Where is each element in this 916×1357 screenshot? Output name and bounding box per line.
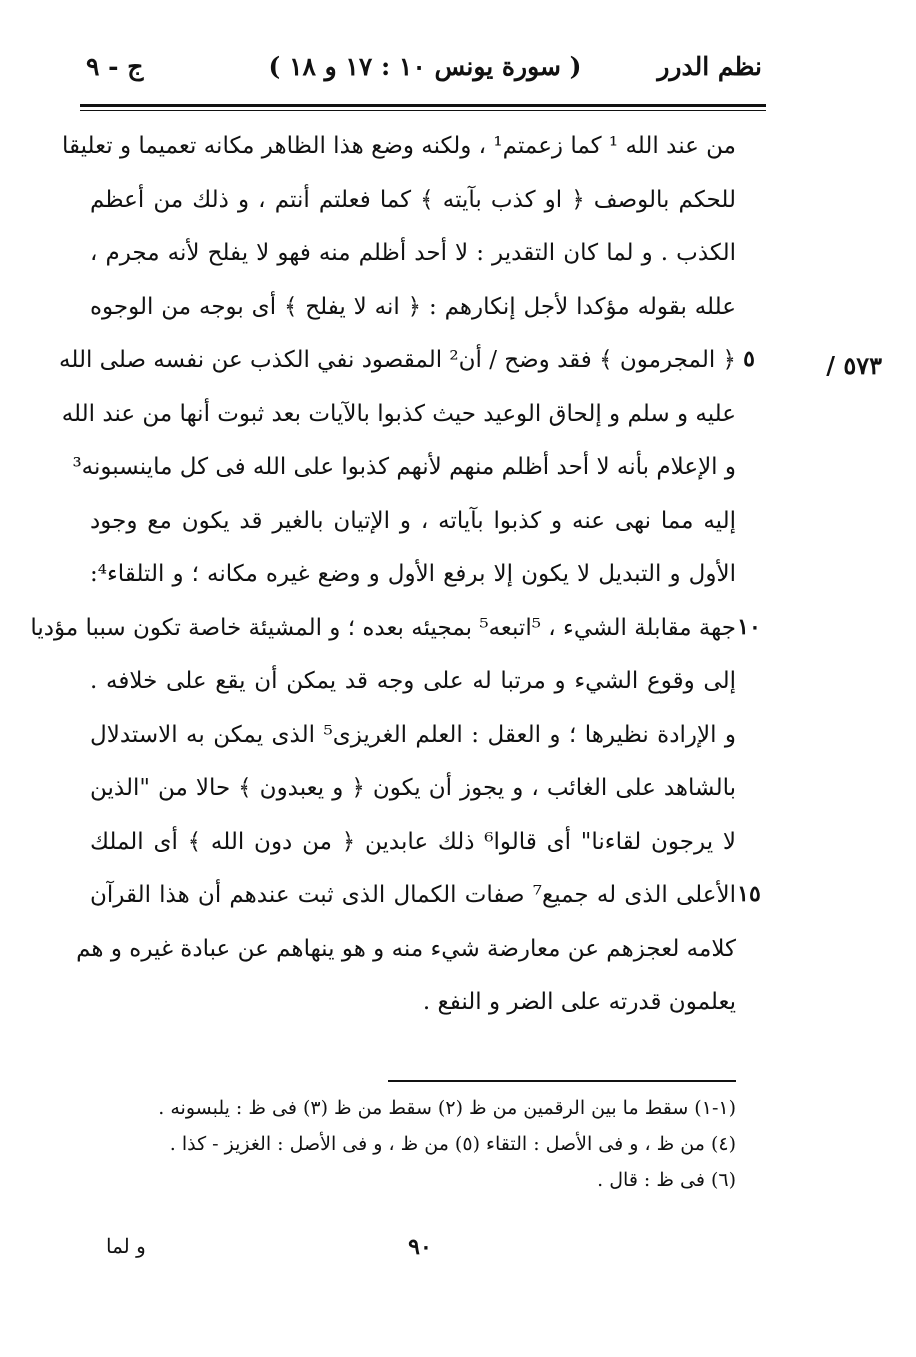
header-rule-thin xyxy=(80,110,766,111)
header-rule-thick xyxy=(80,104,766,107)
text-line: ﴿ المجرمون ﴾ فقد وضح / أن² المقصود نفي الكذب عن نفسه صلى الله xyxy=(59,347,736,373)
text-line: إليه مما نهى عنه و كذبوا بآياته ، و الإتيان بالغير قد يكون مع وجود xyxy=(90,507,736,534)
text-line: الكذب . و لما كان التقدير : لا أحد أظلم منه فهو لا يفلح لأنه مجرم ، xyxy=(90,240,736,266)
text-line: للحكم بالوصف ﴿ او كذب بآيته ﴾ كما فعلتم أنتم ، و ذلك من أعظم xyxy=(90,186,736,213)
text-line: علله بقوله مؤكدا لأجل إنكارهم : ﴿ انه لا يفلح ﴾ أى بوجه من الوجوه xyxy=(90,293,736,320)
line-number: ١٠ xyxy=(737,613,761,640)
volume-label: ج - ٩ xyxy=(86,52,144,81)
text-line: و الإعلام بأنه لا أحد أظلم منهم لأنهم كذبوا على الله فى كل ماينسبونه³ xyxy=(72,454,736,480)
footnotes xyxy=(90,1090,736,1198)
line-number: ٥ xyxy=(743,346,755,372)
footnote-line: (١-١) سقط ما بين الرقمين من ظ (٢) سقط من ظ (٣) فى ظ : يلبسونه . xyxy=(158,1097,736,1119)
text-line: جهة مقابلة الشيء ، ⁵اتبعه⁵ بمجيئه بعده ؛ و المشيئة خاصة تكون سببا مؤديا xyxy=(30,614,736,641)
text-line: يعلمون قدرته على الضر و النفع . xyxy=(422,989,736,1015)
footnote-line: (٦) فى ظ : قال . xyxy=(597,1169,736,1191)
footnote-separator xyxy=(388,1080,736,1082)
text-line: من عند الله ¹ كما زعمتم¹ ، ولكنه وضع هذا الظاهر مكانه تعميما و تعليقا xyxy=(61,133,736,159)
running-header xyxy=(80,48,766,88)
manuscript-folio-reference: ٥٧٣ / xyxy=(826,351,882,380)
footnote-line: (٤) من ظ ، و فى الأصل : التقاء (٥) من ظ ، و فى الأصل : الغزيز - كذا . xyxy=(169,1133,736,1155)
surah-reference: ( سورة يونس ١٠ : ١٧ و ١٨ ) xyxy=(268,52,582,81)
text-line: بالشاهد على الغائب ، و يجوز أن يكون ﴿ و يعبدون ﴾ حالا من "الذين xyxy=(90,775,736,801)
text-line: كلامه لعجزهم عن معارضة شيء منه و هو ينهاهم عن عبادة غيره و هم xyxy=(76,935,736,962)
text-line: إلى وقوع الشيء و مرتبا له على وجه قد يمكن أن يقع على خلافه . xyxy=(90,668,736,694)
body-text xyxy=(30,120,737,1030)
book-title: نظم الدرر xyxy=(657,52,762,81)
catchword: و لما xyxy=(106,1234,146,1258)
page-number: ٩٠ xyxy=(408,1234,432,1260)
text-line: عليه و سلم و إلحاق الوعيد حيث كذبوا بالآيات بعد ثبوت أنها من عند الله xyxy=(61,400,736,427)
line-number: ١٥ xyxy=(737,881,761,907)
text-line: لا يرجون لقاءنا" أى قالوا⁶ ذلك عابدين ﴿ من دون الله ﴾ أى الملك xyxy=(90,828,737,855)
text-line: الأعلى الذى له جميع⁷ صفات الكمال الذى ثبت عندهم أن هذا القرآن xyxy=(90,882,736,908)
text-line: الأول و التبديل لا يكون إلا برفع الأول و وضع غيره مكانه ؛ و التلقاء⁴: xyxy=(90,561,736,587)
text-line: و الإرادة نظيرها ؛ و العقل : العلم الغريزى⁵ الذى يمكن به الاستدلال xyxy=(90,721,736,748)
